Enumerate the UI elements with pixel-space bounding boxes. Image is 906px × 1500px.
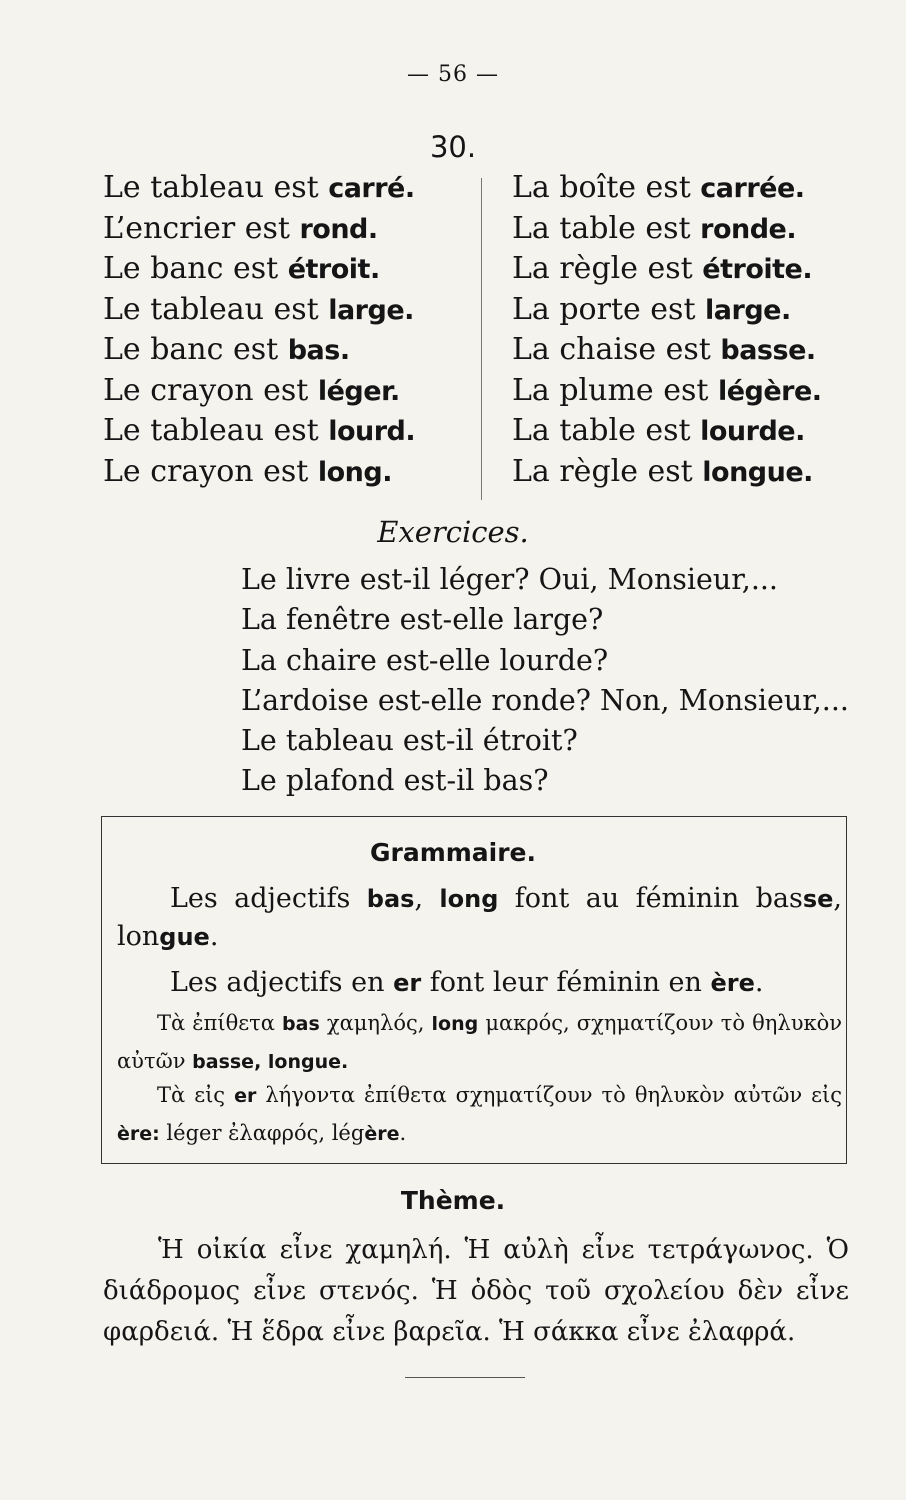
masculine-sentences: [103, 168, 415, 492]
sentence-line: [512, 371, 822, 412]
rule-keyword: long: [431, 1013, 479, 1035]
exercise-question: L’ardoise est-elle ronde? Non, Monsieur,...: [241, 683, 849, 717]
rule-text: .: [209, 921, 219, 952]
sentence-line: [103, 411, 415, 452]
rule-text: font leur féminin en: [421, 967, 711, 998]
sentence-text: La boîte est: [512, 170, 701, 205]
adjective: basse.: [720, 335, 816, 366]
sentence-text: Le crayon est: [103, 453, 318, 489]
rule-text: Τὰ ἐπίθετα: [157, 1011, 283, 1035]
rule-keyword: se: [802, 885, 834, 913]
exercise-question: La fenêtre est-elle large?: [241, 603, 604, 637]
sentence-line: [512, 330, 822, 371]
page-number: — 56 —: [407, 62, 499, 87]
exercise-list: [241, 560, 849, 802]
exercise-question: Le plafond est-il bas?: [241, 764, 549, 798]
grammar-heading: Grammaire.: [369, 838, 537, 867]
sentence-text: La table est: [512, 210, 701, 246]
exercise-question: La chaire est-elle lourde?: [241, 643, 609, 677]
rule-text: font au féminin bas: [498, 883, 803, 914]
adjective: bas.: [287, 335, 350, 366]
rule-text: .: [399, 1121, 407, 1145]
adjective: large.: [328, 294, 414, 326]
adjective: léger.: [317, 375, 400, 407]
rule-keyword: basse, longue.: [192, 1051, 349, 1073]
sentence-line: [103, 290, 415, 331]
rule-keyword: bas: [282, 1013, 320, 1035]
exercise-question: Le tableau est-il étroit?: [241, 724, 578, 758]
sentence-line: [103, 209, 415, 250]
sentence-line: [512, 290, 822, 331]
sentence-line: [512, 452, 822, 493]
rule-text: ,: [414, 883, 440, 914]
sentence-text: L’encrier est: [103, 210, 300, 246]
rule-keyword: er: [234, 1085, 257, 1107]
column-divider: [481, 178, 482, 500]
sentence-line: [103, 452, 415, 493]
adjective: étroite.: [702, 254, 813, 285]
rule-text: λήγοντα ἐπίθετα σχηματίζουν τὸ θηλυκὸν αὐτῶν εἰς: [256, 1083, 842, 1107]
sentence-line: [512, 209, 822, 250]
adjective: longue.: [702, 456, 813, 488]
sentence-text: Le tableau est: [103, 170, 329, 205]
rule-keyword: gue: [159, 923, 210, 951]
adjective: carrée.: [700, 173, 805, 204]
rule-text: χαμηλός,: [319, 1011, 432, 1035]
rule-text: Les adjectifs en: [170, 967, 394, 998]
sentence-line: [512, 168, 822, 209]
exercise-question: Le livre est-il léger? Oui, Monsieur,...: [241, 563, 778, 596]
grammar-rule-1: [117, 880, 842, 956]
sentence-line: [512, 411, 822, 452]
rule-text: , lon: [117, 883, 842, 952]
rule-text: .: [754, 967, 764, 998]
sentence-text: La règle est: [512, 453, 703, 489]
sentence-text: La table est: [512, 413, 701, 448]
adjective: étroit.: [287, 254, 380, 285]
sentence-text: La chaise est: [512, 332, 721, 367]
greek-rule-2: [117, 1077, 842, 1153]
rule-keyword: ère: [710, 969, 755, 997]
adjective: large.: [705, 294, 791, 326]
sentence-line: [103, 371, 415, 412]
sentence-line: [103, 330, 415, 371]
rule-keyword: ère: [364, 1123, 400, 1145]
rule-text: μακρός, σχηματίζουν τὸ θηλυκὸν αὐτῶν: [117, 1011, 842, 1073]
end-rule: [405, 1377, 525, 1378]
feminine-sentences: [512, 168, 822, 492]
grammar-rule-2: [117, 964, 842, 1002]
rule-keyword: bas: [366, 885, 415, 913]
sentence-text: La plume est: [512, 372, 718, 408]
sentence-text: Le banc est: [103, 332, 288, 367]
adjective: lourd.: [328, 416, 416, 447]
adjective: lourde.: [700, 416, 805, 447]
rule-text: Τὰ εἰς: [157, 1083, 235, 1107]
adjective: carré.: [328, 173, 415, 204]
sentence-text: Le banc est: [103, 251, 288, 286]
rule-keyword: long: [439, 885, 499, 913]
sentence-text: Le crayon est: [103, 372, 318, 408]
rule-text: Les adjectifs: [170, 883, 367, 914]
exercises-heading: Exercices.: [377, 515, 529, 549]
sentence-text: Le tableau est: [103, 413, 329, 448]
adjective: ronde.: [700, 213, 797, 245]
sentence-line: [103, 249, 415, 290]
sentence-text: Le tableau est: [103, 291, 329, 327]
rule-keyword: ère:: [117, 1123, 160, 1145]
sentence-text: La règle est: [512, 251, 703, 286]
adjective: long.: [317, 456, 392, 488]
adjective: légère.: [717, 375, 822, 407]
theme-paragraph: Ἡ οἰκία εἶνε χαμηλή. Ἡ αὐλὴ εἶνε τετράγωνος. Ὁ διάδρομος εἶνε στενός. Ἡ ὁδὸς τοῦ σχολείου δὲν εἶνε φαρδειά. Ἡ ἕδρα εἶνε βαρεῖα. Ἡ σάκκα εἶνε ἐλαφρά.: [103, 1235, 849, 1347]
sentence-text: La porte est: [512, 291, 706, 327]
theme-heading: Thème.: [400, 1186, 506, 1215]
sentence-line: [103, 168, 415, 209]
sentence-line: [512, 249, 822, 290]
lesson-number: 30.: [429, 130, 477, 164]
adjective: rond.: [299, 213, 378, 245]
rule-keyword: er: [393, 969, 422, 997]
greek-rule-1: [117, 1005, 842, 1081]
rule-text: léger ἐλαφρός, lég: [159, 1121, 365, 1145]
